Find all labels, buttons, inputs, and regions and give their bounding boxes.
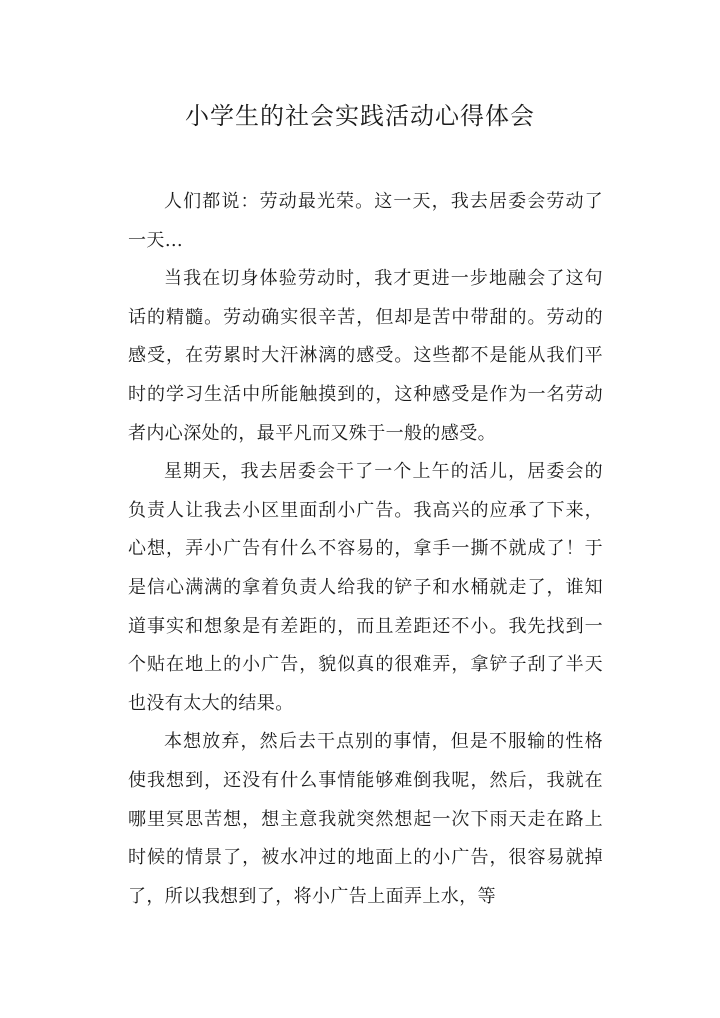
paragraph-3: 星期天，我去居委会干了一个上午的活儿，居委会的负责人让我去小区里面刮小广告。我高兴的应承了下来，心想，弄小广告有什么不容易的，拿手一撕不就成了！于是信心满满的拿着负责人给我的铲子和水桶就走了，谁知道事实和想象是有差距的，而且差距还不小。我先找到一个贴在地上的小广告，貌似真的很难弄，拿铲子刮了半天也没有太大的结果。 <box>128 461 603 714</box>
paragraph-1: 人们都说：劳动最光荣。这一天，我去居委会劳动了一天… <box>128 191 603 251</box>
paragraph-2: 当我在切身体验劳动时，我才更进一步地融会了这句话的精髓。劳动确实很辛苦，但却是苦中带甜的。劳动的感受，在劳累时大汗淋漓的感受。这些都不是能从我们平时的学习生活中所能触摸到的，这种感受是作为一名劳动者内心深处的，最平凡而又殊于一般的感受。 <box>128 268 603 444</box>
document-body <box>128 183 603 916</box>
paragraph-4: 本想放弃，然后去干点别的事情，但是不服输的性格使我想到，还没有什么事情能够难倒我呢，然后，我就在哪里冥思苦想，想主意我就突然想起一次下雨天走在路上时候的情景了，被水冲过的地面上的小广告，很容易就掉了，所以我想到了，将小广告上面弄上水，等 <box>128 731 603 907</box>
document-title: 小学生的社会实践活动心得体会 <box>185 102 535 130</box>
